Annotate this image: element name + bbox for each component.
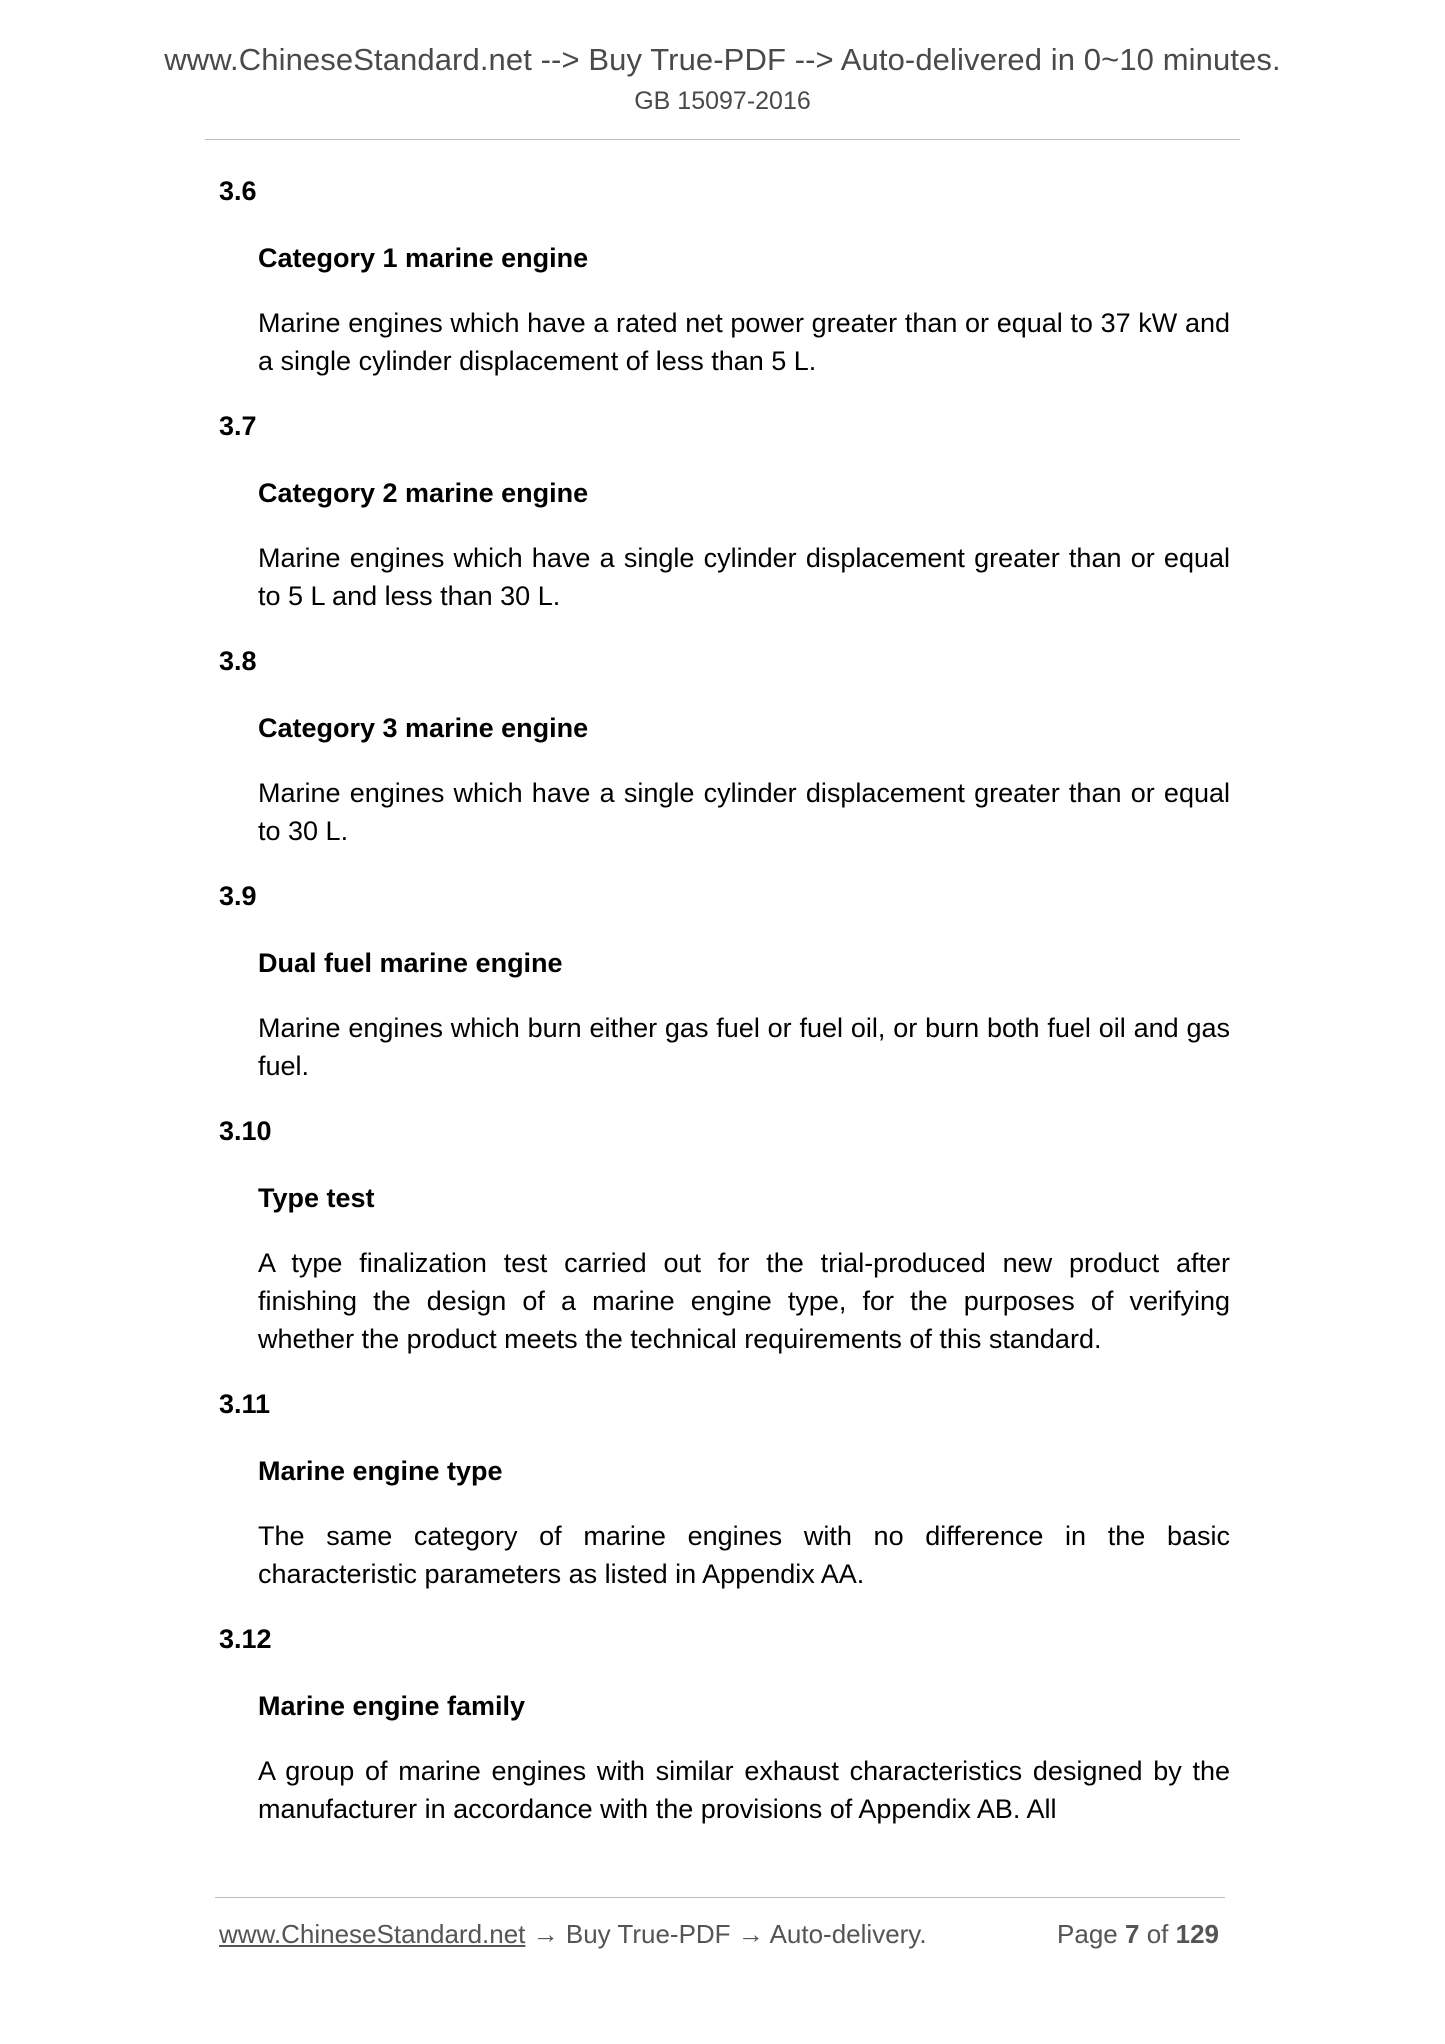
footer-promo — [219, 1914, 927, 1954]
clause-3-6 — [0, 172, 1445, 380]
clause-3-11 — [0, 1385, 1445, 1593]
clause-number: 3.12 — [219, 1624, 272, 1654]
clause-definition: A type finalization test carried out for the trial-produced new product after finishing the design of a marine engine type, for the purposes of verifying whether the product meets the technical requirements of this standard. — [258, 1248, 1230, 1354]
document-body — [0, 172, 1445, 1855]
clause-definition: The same category of marine engines with no difference in the basic characteristic parameters as listed in Appendix AA. — [258, 1521, 1230, 1589]
clause-3-9 — [0, 877, 1445, 1085]
clause-3-7 — [0, 407, 1445, 615]
clause-definition: Marine engines which have a single cylinder displacement greater than or equal to 5 L and less than 30 L. — [258, 543, 1230, 611]
clause-definition: A group of marine engines with similar exhaust characteristics designed by the manufacturer in accordance with the provisions of Appendix AB. All — [258, 1756, 1230, 1824]
page-number: 7 — [1124, 1919, 1140, 1949]
page-indicator — [1057, 1914, 1219, 1954]
clause-number: 3.10 — [219, 1116, 272, 1146]
clause-term: Type test — [258, 1183, 375, 1213]
total-pages: 129 — [1175, 1919, 1219, 1949]
clause-term: Marine engine type — [258, 1456, 503, 1486]
clause-number: 3.9 — [219, 881, 257, 911]
footer-tagline: → Buy True-PDF → Auto-delivery. — [525, 1919, 927, 1949]
clause-3-10 — [0, 1112, 1445, 1358]
footer-divider — [215, 1897, 1225, 1898]
header-divider — [205, 139, 1240, 140]
clause-term: Category 2 marine engine — [258, 478, 589, 508]
clause-number: 3.11 — [219, 1389, 271, 1419]
clause-number: 3.6 — [219, 176, 257, 206]
clause-term: Category 3 marine engine — [258, 713, 589, 743]
clause-term: Category 1 marine engine — [258, 243, 589, 273]
standard-id: GB 15097-2016 — [634, 87, 811, 115]
clause-definition: Marine engines which burn either gas fuel or fuel oil, or burn both fuel oil and gas fuel. — [258, 1013, 1230, 1081]
clause-number: 3.7 — [219, 411, 257, 441]
of-label: of — [1146, 1919, 1169, 1949]
page-label: Page — [1057, 1919, 1118, 1949]
clause-3-8 — [0, 642, 1445, 850]
clause-number: 3.8 — [219, 646, 257, 676]
page-footer — [219, 1914, 1225, 1954]
clause-3-12 — [0, 1620, 1445, 1828]
clause-definition: Marine engines which have a single cylinder displacement greater than or equal to 30 L. — [258, 778, 1230, 846]
site-link[interactable]: www.ChineseStandard.net — [219, 1919, 526, 1949]
clause-term: Dual fuel marine engine — [258, 948, 563, 978]
header-banner: www.ChineseStandard.net --> Buy True-PDF --> Auto-delivered in 0~10 minutes. — [164, 42, 1281, 77]
clause-term: Marine engine family — [258, 1691, 526, 1721]
page-header — [0, 40, 1445, 118]
clause-definition: Marine engines which have a rated net power greater than or equal to 37 kW and a single cylinder displacement of less than 5 L. — [258, 308, 1230, 376]
